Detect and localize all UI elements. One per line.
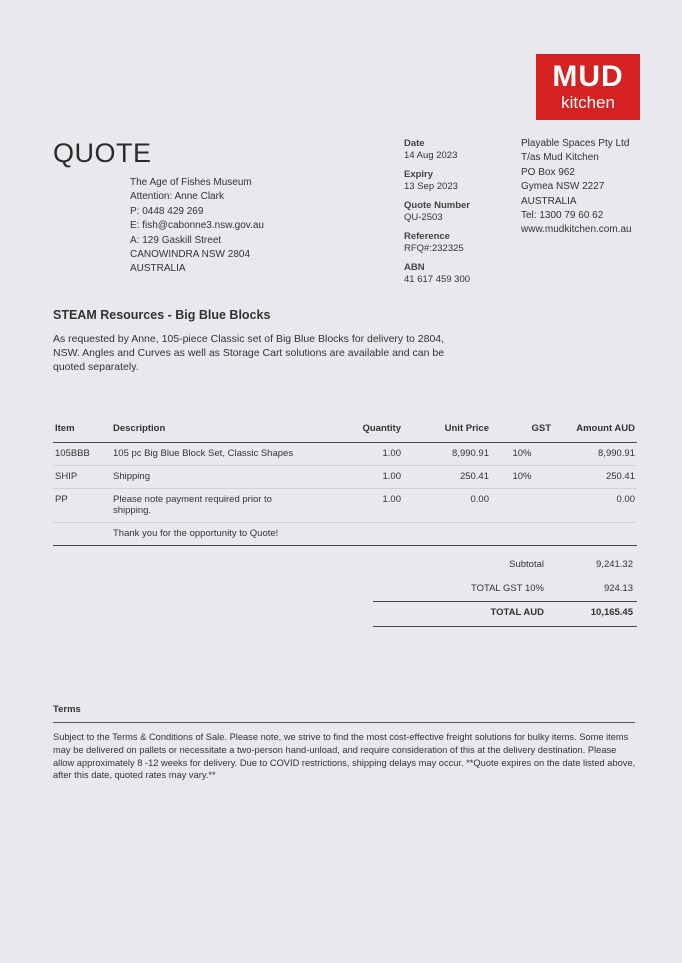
table-row (53, 523, 637, 546)
cell-item: SHIP (53, 466, 111, 489)
cell-quantity: 1.00 (343, 443, 403, 466)
abn-label: ABN (404, 262, 425, 273)
total-divider-bottom (373, 626, 637, 627)
cell-gst (491, 523, 553, 546)
header-amount: Amount AUD (553, 417, 637, 443)
quote-intro: As requested by Anne, 105-piece Classic set of Big Blue Blocks for delivery to 2804, NSW. Angles and Curves as well as Storage Cart solutions are available and can be quoted separately. (53, 333, 445, 373)
table-row (53, 466, 637, 489)
supplier-city: Gymea NSW 2227 (521, 181, 605, 193)
expiry-value: 13 Sep 2023 (404, 181, 458, 192)
supplier-trading-as: T/as Mud Kitchen (521, 152, 599, 164)
cell-item: PP (53, 489, 111, 523)
cell-unit-price: 250.41 (403, 466, 491, 489)
customer-email: E: fish@cabonne3.nsw.gov.au (130, 220, 264, 232)
header-description: Description (111, 417, 343, 443)
total-aud-label: TOTAL AUD (490, 607, 544, 618)
date-value: 14 Aug 2023 (404, 150, 458, 161)
cell-amount: 0.00 (553, 489, 637, 523)
total-divider-top (373, 601, 637, 602)
cell-item: 105BBB (53, 443, 111, 466)
gst-total-label: TOTAL GST 10% (470, 583, 544, 594)
total-aud-value: 10,165.45 (590, 607, 633, 618)
cell-gst: 10% (491, 443, 553, 466)
expiry-label: Expiry (404, 169, 434, 180)
terms-heading: Terms (53, 704, 81, 715)
cell-quantity: 1.00 (343, 489, 403, 523)
table-row (53, 489, 637, 523)
customer-country: AUSTRALIA (130, 263, 186, 275)
customer-address (130, 176, 264, 277)
line-items-table (53, 417, 637, 546)
header-gst: GST (491, 417, 553, 443)
subtotal-label: Subtotal (509, 559, 544, 570)
supplier-country: AUSTRALIA (521, 195, 577, 207)
supplier-phone: Tel: 1300 79 60 62 (521, 210, 604, 222)
reference-value: RFQ#:232325 (404, 243, 464, 254)
table-row (53, 443, 637, 466)
cell-unit-price (403, 523, 491, 546)
header-unit-price: Unit Price (403, 417, 491, 443)
cell-unit-price: 8,990.91 (403, 443, 491, 466)
cell-item (53, 523, 111, 546)
customer-city: CANOWINDRA NSW 2804 (130, 249, 251, 261)
customer-phone: P: 0448 429 269 (130, 205, 204, 217)
logo-text-main: MUD (552, 60, 624, 93)
cell-gst: 10% (491, 466, 553, 489)
terms-divider (53, 722, 635, 723)
cell-amount (553, 523, 637, 546)
cell-description: Thank you for the opportunity to Quote! (111, 523, 343, 546)
mud-kitchen-logo (536, 54, 640, 120)
quote-meta (404, 138, 470, 293)
supplier-name: Playable Spaces Pty Ltd (521, 138, 630, 149)
cell-description: Shipping (111, 466, 343, 489)
terms-text: Subject to the Terms & Conditions of Sale. Please note, we strive to find the most cost-effective freight solutions for bulky items. Some items may be delivered on pallets or necessitate a two-person hand-unload, and require consideration of this at the delivery destination. Please allow approximately 8 -12 weeks for delivery. Due to COVID restrictions, shipping delays may occur. **Quote expires on the date listed above, after this date, quoted rates may vary.** (53, 732, 636, 781)
subtotal-value: 9,241.32 (596, 559, 633, 570)
header-quantity: Quantity (343, 417, 403, 443)
cell-quantity: 1.00 (343, 466, 403, 489)
cell-amount: 8,990.91 (553, 443, 637, 466)
cell-description: 105 pc Big Blue Block Set, Classic Shapes (111, 443, 343, 466)
supplier-address (521, 137, 632, 238)
table-header-row (53, 417, 637, 443)
supplier-po-box: PO Box 962 (521, 166, 575, 178)
date-label: Date (404, 138, 425, 149)
gst-total-value: 924.13 (603, 583, 633, 594)
reference-label: Reference (404, 231, 450, 242)
cell-amount: 250.41 (553, 466, 637, 489)
customer-street: A: 129 Gaskill Street (130, 234, 222, 246)
quote-number-value: QU-2503 (404, 212, 443, 223)
cell-quantity (343, 523, 403, 546)
quote-heading: STEAM Resources - Big Blue Blocks (53, 308, 271, 322)
supplier-website: www.mudkitchen.com.au (521, 224, 632, 236)
cell-gst (491, 489, 553, 523)
abn-value: 41 617 459 300 (404, 274, 471, 285)
logo-text-sub: kitchen (561, 93, 615, 112)
customer-name: The Age of Fishes Museum (130, 177, 252, 188)
document-title: QUOTE (53, 138, 152, 168)
header-item: Item (53, 417, 111, 443)
customer-attention: Attention: Anne Clark (130, 191, 224, 203)
quote-number-label: Quote Number (404, 200, 470, 211)
cell-unit-price: 0.00 (403, 489, 491, 523)
cell-description: Please note payment required prior to shipping. (111, 489, 343, 523)
